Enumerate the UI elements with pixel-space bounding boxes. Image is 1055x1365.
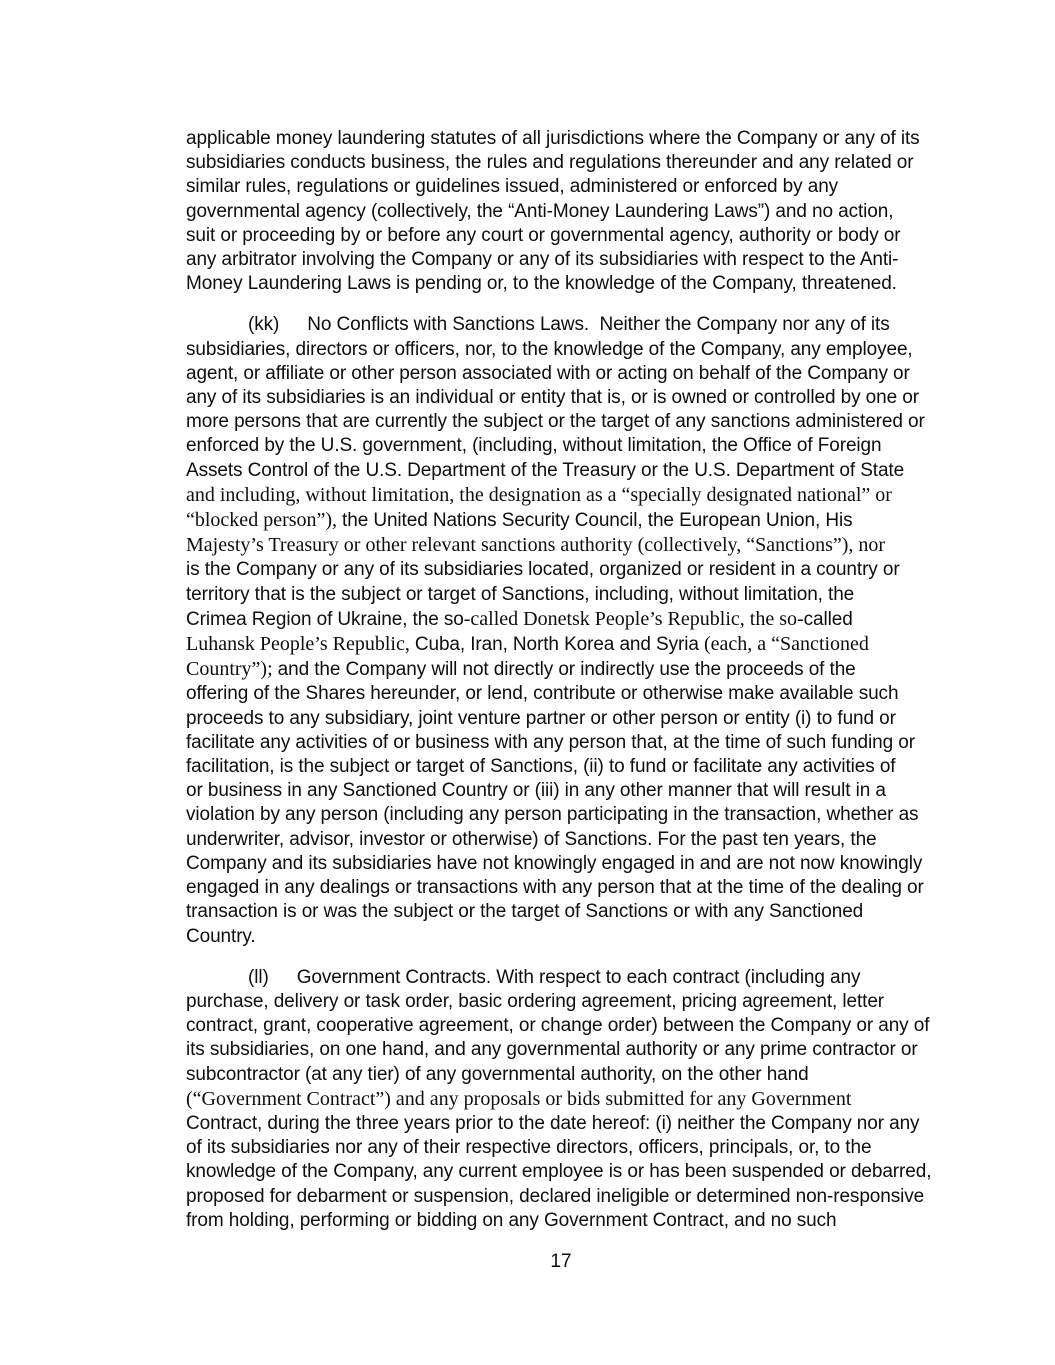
text-segment: underwriter, advisor, investor or otherwise) of Sanctions. For the past ten years, the <box>186 828 877 850</box>
paragraph-ll-government-contracts <box>186 966 936 1233</box>
text-segment: any arbitrator involving the Company or any of its subsidiaries with respect to the Anti- <box>186 249 899 271</box>
text-line <box>186 1160 936 1184</box>
text-segment: Majesty’s Treasury or other relevant sanctions authority (collectively, “Sanctions”), nor <box>186 534 886 557</box>
text-line <box>186 434 936 458</box>
text-segment: subsidiaries, directors or officers, nor, to the knowledge of the Company, any employee, <box>186 338 913 360</box>
text-segment: territory that is the subject or target of Sanctions, including, without limitation, the <box>186 583 855 605</box>
text-line <box>186 1063 936 1087</box>
text-segment: and including, without limitation, the designation as a “specially designated national” or <box>186 483 892 506</box>
text-line <box>186 925 936 949</box>
text-segment: is the Company or any of its subsidiaries located, organized or resident in a country or <box>186 559 900 581</box>
text-line <box>186 607 936 632</box>
text-segment: offering of the Shares hereunder, or lend, contribute or otherwise make available such <box>186 683 899 705</box>
page-number: 17 <box>550 1250 572 1272</box>
document-body <box>186 127 936 1274</box>
text-line <box>186 313 936 337</box>
text-segment: Cuba, Iran, North Korea and Syria <box>414 634 705 656</box>
text-line <box>186 1136 936 1160</box>
text-segment: more persons that are currently the subject or the target of any sanctions administered or <box>186 411 925 433</box>
text-segment: Assets Control of the U.S. Department of the Treasury or the U.S. Department of State <box>186 459 905 481</box>
text-segment: “blocked person”), <box>186 509 343 532</box>
text-line <box>186 1014 936 1038</box>
text-segment: -called Donetsk People’s Republic, the so- <box>463 607 804 630</box>
paragraph-kk-no-conflicts-with-sanctions-laws <box>186 313 936 948</box>
text-segment: governmental agency (collectively, the “Anti-Money Laundering Laws”) and no action, <box>186 200 894 222</box>
text-segment: subsidiaries conducts business, the rules and regulations thereunder and any related or <box>186 152 914 174</box>
text-segment: (ll) <box>248 966 269 988</box>
text-line <box>186 1112 936 1136</box>
text-segment: facilitate any activities of or business with any person that, at the time of such funding or <box>186 731 915 753</box>
text-segment: Crimea Region of Ukraine, the so <box>186 608 464 630</box>
text-line <box>186 272 936 296</box>
text-segment: called <box>803 608 853 630</box>
text-line <box>186 731 936 755</box>
text-line <box>186 755 936 779</box>
text-segment: (kk) <box>248 314 280 336</box>
paragraph-aml-continuation <box>186 127 936 296</box>
text-line <box>186 533 936 558</box>
text-segment: applicable money laundering statutes of all jurisdictions where the Company or any of its <box>186 128 920 149</box>
text-segment: enforced by the U.S. government, (including, without limitation, the Office of Foreign <box>186 435 882 457</box>
text-line <box>186 483 936 508</box>
text-line <box>186 362 936 386</box>
text-segment: contract, grant, cooperative agreement, or change order) between the Company or any of <box>186 1015 930 1037</box>
text-line <box>186 583 936 607</box>
text-segment: proceeds to any subsidiary, joint venture partner or other person or entity (i) to fund or <box>186 707 896 729</box>
text-segment: Country. <box>186 925 256 947</box>
text-line <box>186 1185 936 1209</box>
text-segment: facilitation, is the subject or target of Sanctions, (ii) to fund or facilitate any activities of <box>186 756 896 778</box>
text-line <box>186 459 936 483</box>
text-line <box>186 1209 936 1233</box>
text-segment: or business in any Sanctioned Country or (iii) in any other manner that will result in a <box>186 780 886 802</box>
text-segment: agent, or affiliate or other person associated with or acting on behalf of the Company or <box>186 362 910 384</box>
text-line <box>186 127 936 151</box>
text-segment: Luhansk People’s Republic, <box>186 633 415 656</box>
text-segment: Government Contracts. With respect to each contract (including any <box>296 966 861 988</box>
text-line <box>186 803 936 827</box>
text-segment: from holding, performing or bidding on any Government Contract, and no such <box>186 1209 837 1231</box>
text-segment: transaction is or was the subject or the target of Sanctions or with any Sanctioned <box>186 901 864 923</box>
text-line <box>186 200 936 224</box>
text-segment: suit or proceeding by or before any court or governmental agency, authority or body or <box>186 224 901 246</box>
text-line <box>186 707 936 731</box>
text-segment: and the Company will not directly or indirectly use the proceeds of the <box>277 659 856 681</box>
text-line <box>186 852 936 876</box>
text-segment: its subsidiaries, on one hand, and any governmental authority or any prime contractor or <box>186 1039 918 1061</box>
text-line <box>186 175 936 199</box>
text-line <box>186 828 936 852</box>
text-line <box>186 682 936 706</box>
text-line <box>186 1087 936 1112</box>
text-segment: knowledge of the Company, any current employee is or has been suspended or debarred, <box>186 1161 932 1183</box>
text-segment: any of its subsidiaries is an individual or entity that is, or is owned or controlled by one or <box>186 387 919 409</box>
text-segment: No Conflicts with Sanctions Laws. Neither the Company nor any of its <box>307 314 890 336</box>
text-line <box>186 410 936 434</box>
text-line <box>186 990 936 1014</box>
text-segment: Contract, during the three years prior to the date hereof: (i) neither the Company nor any <box>186 1112 920 1134</box>
text-segment: the United Nations Security Council, the European Union, His <box>342 510 853 532</box>
text-segment: Country”); <box>186 658 278 681</box>
text-line <box>186 632 936 657</box>
text-line <box>186 966 936 990</box>
text-segment: Company and its subsidiaries have not knowingly engaged in and are not now knowingly <box>186 852 923 874</box>
text-line <box>186 900 936 924</box>
text-line <box>186 151 936 175</box>
text-segment: proposed for debarment or suspension, declared ineligible or determined non-responsive <box>186 1185 925 1207</box>
text-segment: similar rules, regulations or guidelines issued, administered or enforced by any <box>186 176 839 198</box>
text-line <box>186 657 936 682</box>
text-line <box>186 779 936 803</box>
text-segment: Money Laundering Laws is pending or, to the knowledge of the Company, threatened. <box>186 273 897 295</box>
text-line <box>186 224 936 248</box>
text-segment: engaged in any dealings or transactions with any person that at the time of the dealing or <box>186 877 924 899</box>
text-line <box>186 248 936 272</box>
text-line <box>186 1038 936 1062</box>
text-segment: purchase, delivery or task order, basic ordering agreement, pricing agreement, letter <box>186 990 885 1012</box>
text-line <box>186 558 936 582</box>
text-line <box>186 386 936 410</box>
text-line <box>186 338 936 362</box>
text-segment: subcontractor (at any tier) of any governmental authority, on the other hand <box>186 1063 809 1085</box>
text-segment: (“Government Contract”) and any proposals or bids submitted for any Government <box>186 1087 852 1110</box>
text-line <box>186 876 936 900</box>
text-segment: of its subsidiaries nor any of their respective directors, officers, principals, or, to the <box>186 1137 872 1159</box>
text-segment: violation by any person (including any person participating in the transaction, whether as <box>186 804 919 826</box>
text-line <box>186 508 936 533</box>
text-segment: (each, a “Sanctioned <box>704 633 869 656</box>
